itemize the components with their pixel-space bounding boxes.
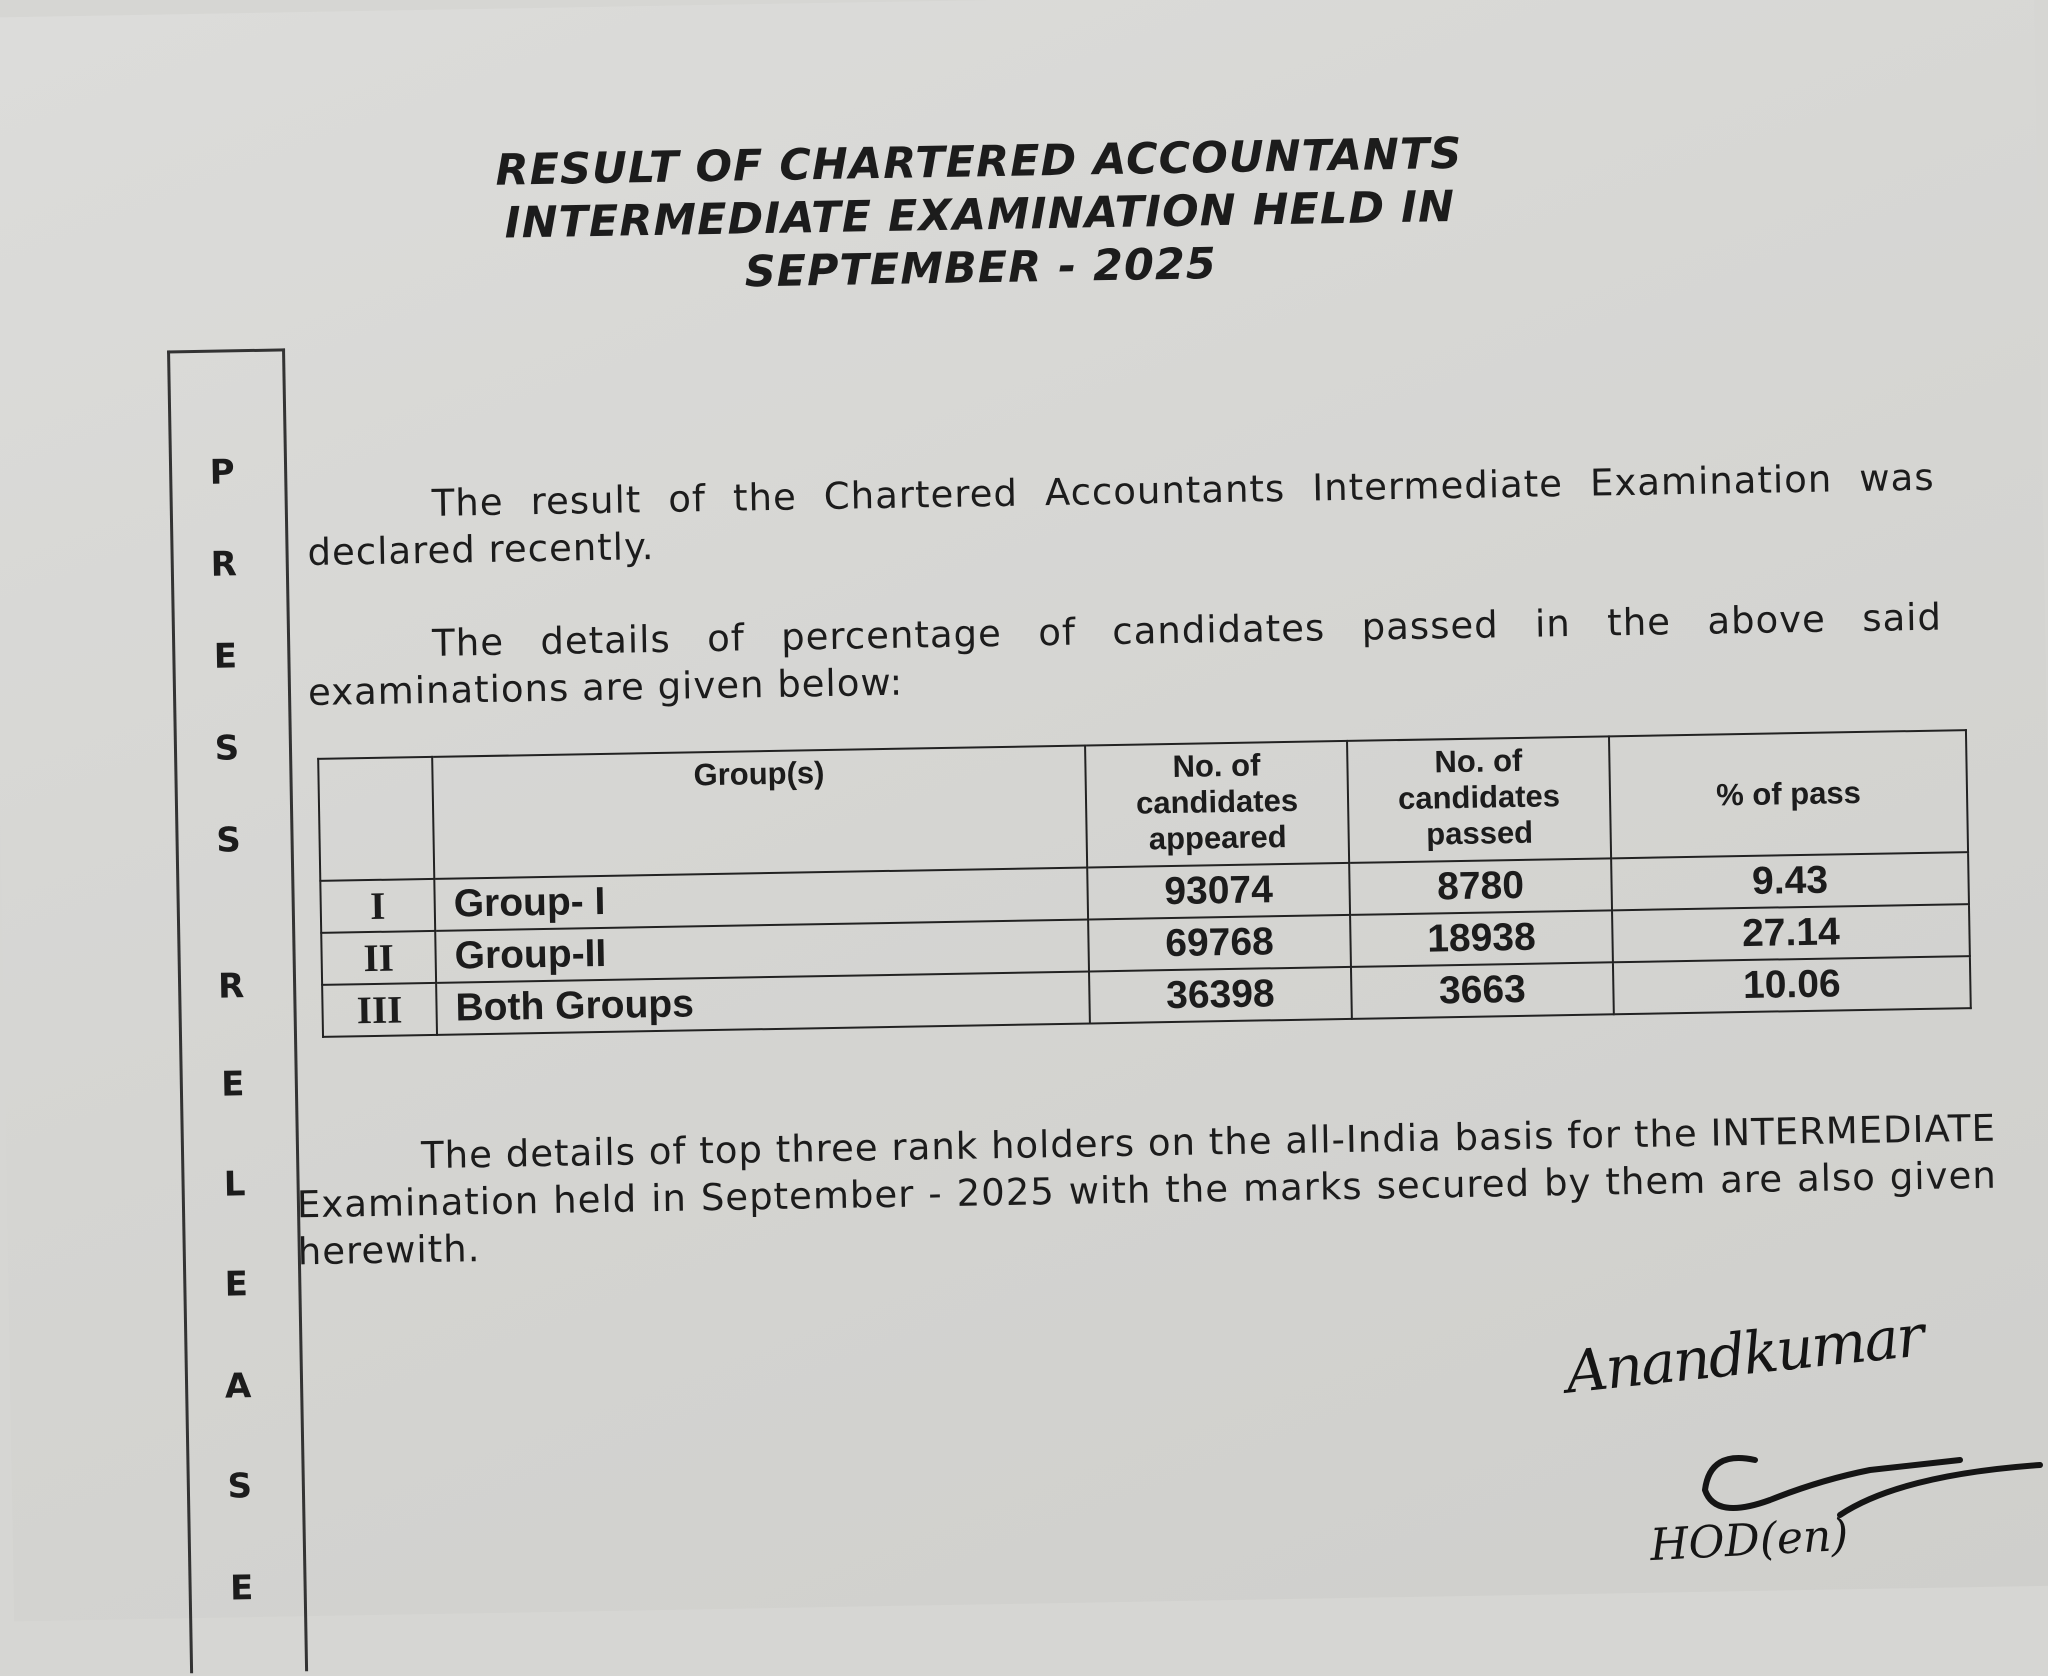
- title-line-3: SEPTEMBER - 2025: [744, 239, 1218, 298]
- paragraph-text: The details of top three rank holders on the all-India basis for the INTERMEDIATE Examination held in September - 2025 with the marks secured by them are also given herewith.: [296, 1106, 1998, 1274]
- paragraph-rank-holders: [296, 1105, 1998, 1276]
- press-release-letter: E: [224, 1264, 249, 1305]
- press-release-letter: S: [215, 820, 242, 861]
- press-release-letter: E: [213, 636, 238, 677]
- table-cell: III: [322, 983, 437, 1037]
- table-cell: Both Groups: [436, 971, 1090, 1034]
- paragraph-text: The result of the Chartered Accountants Intermediate Examination was declared recently.: [307, 455, 1935, 575]
- press-release-letter: E: [229, 1568, 254, 1609]
- document-title: [0, 119, 1971, 313]
- table-cell: 18938: [1350, 910, 1613, 967]
- table-cell: 3663: [1351, 962, 1614, 1019]
- table-cell: Group-II: [435, 919, 1089, 982]
- table-cell: 93074: [1087, 863, 1350, 920]
- table-cell: 9.43: [1611, 852, 1969, 910]
- header-cell: No. of candidates appeared: [1085, 741, 1349, 868]
- table-cell: Group- I: [434, 867, 1088, 930]
- table-cell: II: [321, 931, 436, 985]
- press-release-sidebar: [167, 348, 308, 1673]
- results-table: [317, 729, 1972, 1038]
- table-cell: 69768: [1088, 915, 1351, 972]
- press-release-letter: A: [224, 1366, 252, 1407]
- table-cell: 36398: [1089, 967, 1352, 1024]
- title-line-2: INTERMEDIATE EXAMINATION HELD IN: [504, 181, 1456, 249]
- press-release-letter: R: [217, 966, 245, 1007]
- press-release-letter: S: [227, 1466, 253, 1507]
- header-cell: % of pass: [1609, 730, 1968, 858]
- press-release-letter: R: [210, 544, 238, 585]
- table-cell: 27.14: [1612, 904, 1970, 962]
- press-release-letter: L: [223, 1164, 246, 1205]
- paragraph-intro: [306, 454, 1935, 576]
- signature-name: Anandkumar: [1562, 1301, 1926, 1407]
- paragraph-text: The details of percentage of candidates passed in the above said examinations are given below:: [307, 595, 1943, 715]
- header-cell: [318, 757, 434, 881]
- header-cell: Group(s): [432, 746, 1087, 879]
- signature-designation: HOD(en): [1648, 1509, 1850, 1572]
- header-cell: No. of candidates passed: [1347, 736, 1611, 863]
- table-cell: I: [320, 879, 435, 933]
- press-release-letter: S: [214, 728, 240, 769]
- press-release-letter: P: [209, 452, 235, 493]
- table-cell: 10.06: [1613, 956, 1971, 1014]
- paragraph-details: [307, 594, 1943, 717]
- title-line-1: RESULT OF CHARTERED ACCOUNTANTS: [495, 128, 1463, 196]
- table-cell: 8780: [1349, 858, 1612, 915]
- press-release-letter: E: [220, 1064, 245, 1105]
